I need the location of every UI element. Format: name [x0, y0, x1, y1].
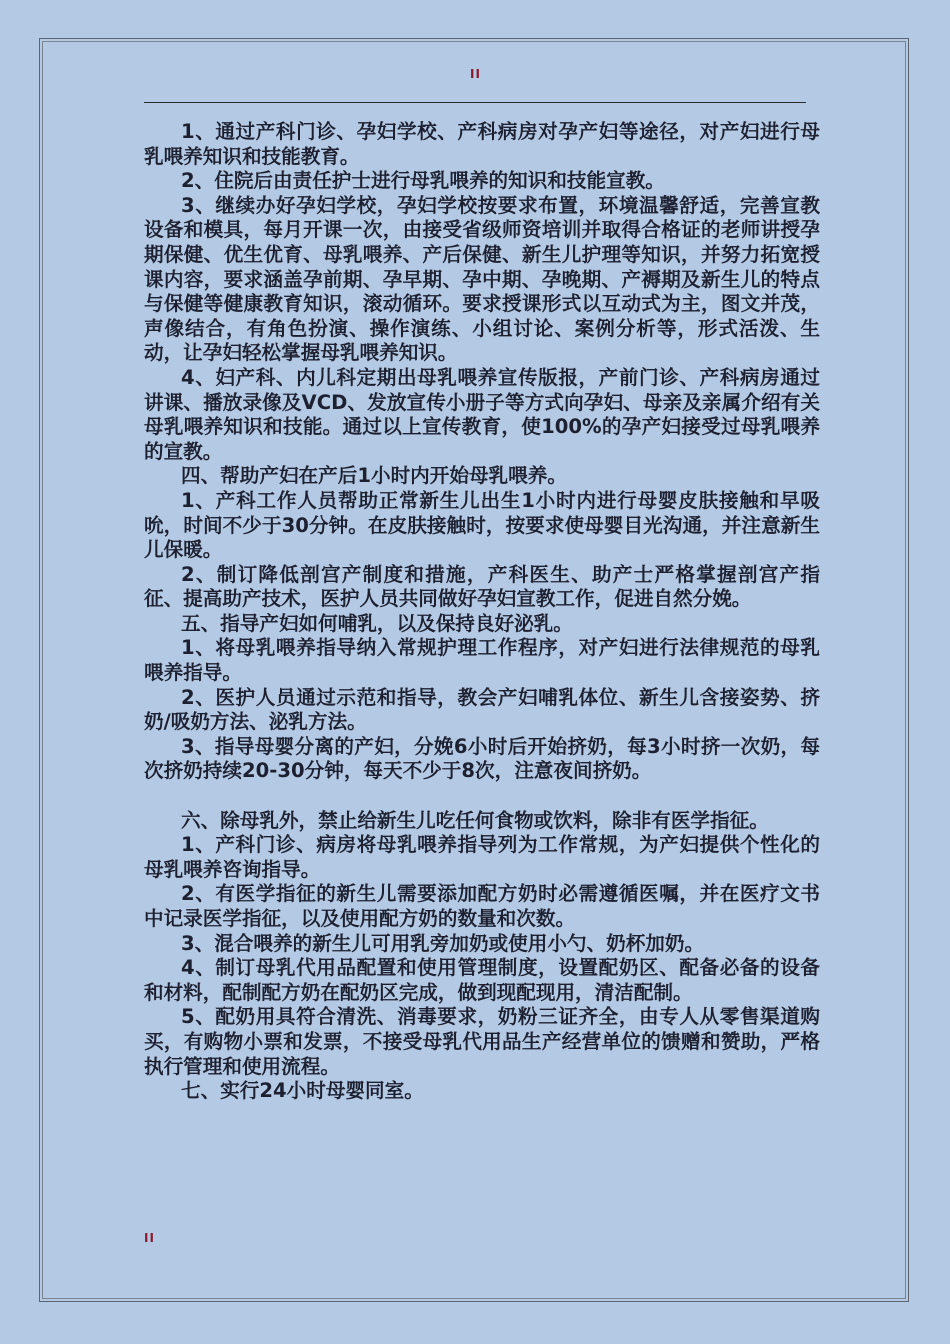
document-body: [144, 120, 820, 1104]
paragraph: 1、将母乳喂养指导纳入常规护理工作程序，对产妇进行法律规范的母乳喂养指导。: [144, 636, 820, 685]
section-heading: 七、实行24小时母婴同室。: [181, 1079, 424, 1103]
paragraph: 2、制订降低剖宫产制度和措施，产科医生、助产士严格掌握剖宫产指征、提高助产技术，医护人员共同做好孕妇宣教工作，促进自然分娩。: [144, 562, 820, 611]
paragraph: 2、医护人员通过示范和指导，教会产妇哺乳体位、新生儿含接姿势、挤奶/吸奶方法、泌乳方法。: [144, 685, 820, 734]
section-heading: 五、指导产妇如何哺乳，以及保持良好泌乳。: [181, 611, 573, 635]
paragraph: 1、产科门诊、病房将母乳喂养指导列为工作常规，为产妇提供个性化的母乳喂养咨询指导。: [144, 833, 820, 881]
header-mark: II: [470, 67, 481, 81]
paragraph: 5、配奶用具符合清洗、消毒要求，奶粉三证齐全，由专人从零售渠道购买，有购物小票和发票，不接受母乳代用品生产经营单位的馈赠和赞助，严格执行管理和使用流程。: [144, 1005, 820, 1078]
paragraph: 2、住院后由责任护士进行母乳喂养的知识和技能宣教。: [181, 169, 665, 193]
header-rule: [144, 102, 806, 103]
section-heading: 四、帮助产妇在产后1小时内开始母乳喂养。: [181, 464, 567, 488]
paragraph: 3、指导母婴分离的产妇，分娩6小时后开始挤奶，每3小时挤一次奶，每次挤奶持续20-30分钟，每天不少于8次，注意夜间挤奶。: [144, 734, 820, 783]
paragraph: 1、通过产科门诊、孕妇学校、产科病房对孕产妇等途径，对产妇进行母乳喂养知识和技能教育。: [144, 120, 820, 168]
paragraph: 4、妇产科、内儿科定期出母乳喂养宣传版报，产前门诊、产科病房通过讲课、播放录像及VCD、发放宣传小册子等方式向孕妇、母亲及亲属介绍有关母乳喂养知识和技能。通过以上宣传教育，使100%的孕产妇接受过母乳喂养的宣教。: [144, 365, 820, 463]
footer-mark: II: [144, 1231, 155, 1245]
paragraph: 3、继续办好孕妇学校，孕妇学校按要求布置，环境温馨舒适，完善宣教设备和模具，每月开课一次，由接受省级师资培训并取得合格证的老师讲授孕期保健、优生优育、母乳喂养、产后保健、新生儿护理等知识，并努力拓宽授课内容，要求涵盖孕前期、孕早期、孕中期、孕晚期、产褥期及新生儿的特点与保健等健康教育知识，滚动循环。要求授课形式以互动式为主，图文并茂，声像结合，有角色扮演、操作演练、小组讨论、案例分析等，形式活泼、生动，让孕妇轻松掌握母乳喂养知识。: [144, 193, 820, 365]
paragraph: 1、产科工作人员帮助正常新生儿出生1小时内进行母婴皮肤接触和早吸吮，时间不少于30分钟。在皮肤接触时，按要求使母婴目光沟通，并注意新生儿保暖。: [144, 488, 820, 562]
paragraph: 3、混合喂养的新生儿可用乳旁加奶或使用小勺、奶杯加奶。: [181, 931, 705, 955]
paragraph: 4、制订母乳代用品配置和使用管理制度，设置配奶区、配备必备的设备和材料，配制配方奶在配奶区完成，做到现配现用，清洁配制。: [144, 956, 820, 1004]
section-heading: 六、除母乳外，禁止给新生儿吃任何食物或饮料，除非有医学指征。: [181, 808, 769, 832]
paragraph: 2、有医学指征的新生儿需要添加配方奶时必需遵循医嘱，并在医疗文书中记录医学指征，以及使用配方奶的数量和次数。: [144, 882, 820, 930]
blank-line: [144, 784, 820, 809]
